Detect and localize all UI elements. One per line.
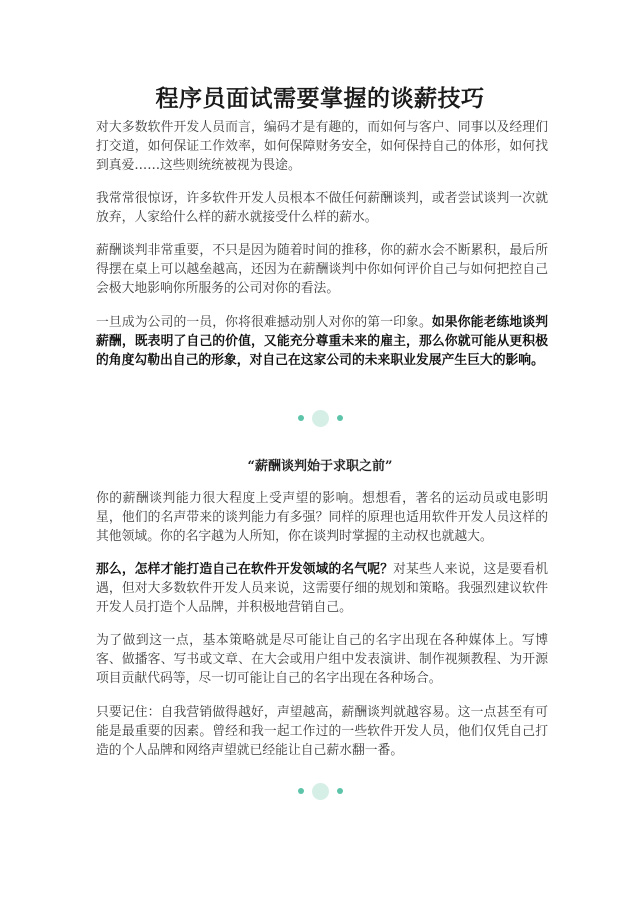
paragraph-strategy: 为了做到这一点，基本策略就是尽可能让自己的名字出现在各种媒体上。写博客、做播客、写书或文章、在大会或用户组中发表演讲、制作视频教程、为开源项目贡献代码等，尽一切可能让自己的名字出现在各种场合。 [96, 633, 548, 686]
paragraph-importance: 薪酬谈判非常重要，不只是因为随着时间的推移，你的薪水会不断累积，最后所得摆在桌上可以越垒越高，还因为在薪酬谈判中你如何评价自己与如何把控自己会极大地影响你所服务的公司对你的看法。 [96, 243, 548, 296]
divider-dot-icon [298, 415, 304, 421]
section-divider-2 [0, 781, 640, 801]
divider-dot-icon [298, 788, 304, 794]
paragraph-intro: 对大多数软件开发人员而言，编码才是有趣的，而如何与客户、同事以及经理们打交道，如何保证工作效率，如何保障财务安全，如何保持自己的体形，如何找到真爱……这些则统统被视为畏途。 [96, 120, 548, 173]
divider-circle-icon [312, 410, 329, 427]
divider-dot-icon [337, 788, 343, 794]
paragraph-first-impression [96, 313, 548, 370]
branding-question: 那么，怎样才能打造自己在软件开发领域的名气呢？ [96, 562, 394, 577]
section-divider-1 [0, 408, 640, 428]
first-impression-emphasis: 如果你能老练地谈判薪酬，既表明了自己的价值，又能充分尊重未来的雇主，那么你就可能从更积极的角度勾勒出自己的形象，对自己在这家公司的未来职业发展产生巨大的影响。 [96, 315, 549, 368]
divider-circle-icon [312, 783, 329, 800]
divider-dot-icon [337, 415, 343, 421]
branding-text: 对某些人来说，这是要看机遇，但对大多数软件开发人员来说，这需要仔细的规划和策略。我强烈建议软件开发人员打造个人品牌，并积极地营销自己。 [96, 562, 549, 615]
paragraph-remember: 只要记住：自我营销做得越好，声望越高，薪酬谈判就越容易。这一点甚至有可能是最重要的因素。曾经和我一起工作过的一些软件开发人员，他们仅凭自己打造的个人品牌和网络声望就已经能让自己薪水翻一番。 [96, 705, 548, 758]
paragraph-branding [96, 560, 548, 617]
article-title: 程序员面试需要掌握的谈薪技巧 [155, 85, 485, 112]
first-impression-text: 一旦成为公司的一员，你将很难撼动别人对你的第一印象。 [96, 315, 432, 330]
paragraph-surprise: 我常常很惊讶，许多软件开发人员根本不做任何薪酬谈判，或者尝试谈判一次就放弃，人家给什么样的薪水就接受什么样的薪水。 [96, 191, 548, 225]
paragraph-reputation: 你的薪酬谈判能力很大程度上受声望的影响。想想看，著名的运动员或电影明星，他们的名声带来的谈判能力有多强？同样的原理也适用软件开发人员这样的其他领域。你的名字越为人所知，你在谈判时掌握的主动权也就越大。 [96, 491, 548, 544]
section-subheading: “薪酬谈判始于求职之前” [247, 459, 393, 474]
